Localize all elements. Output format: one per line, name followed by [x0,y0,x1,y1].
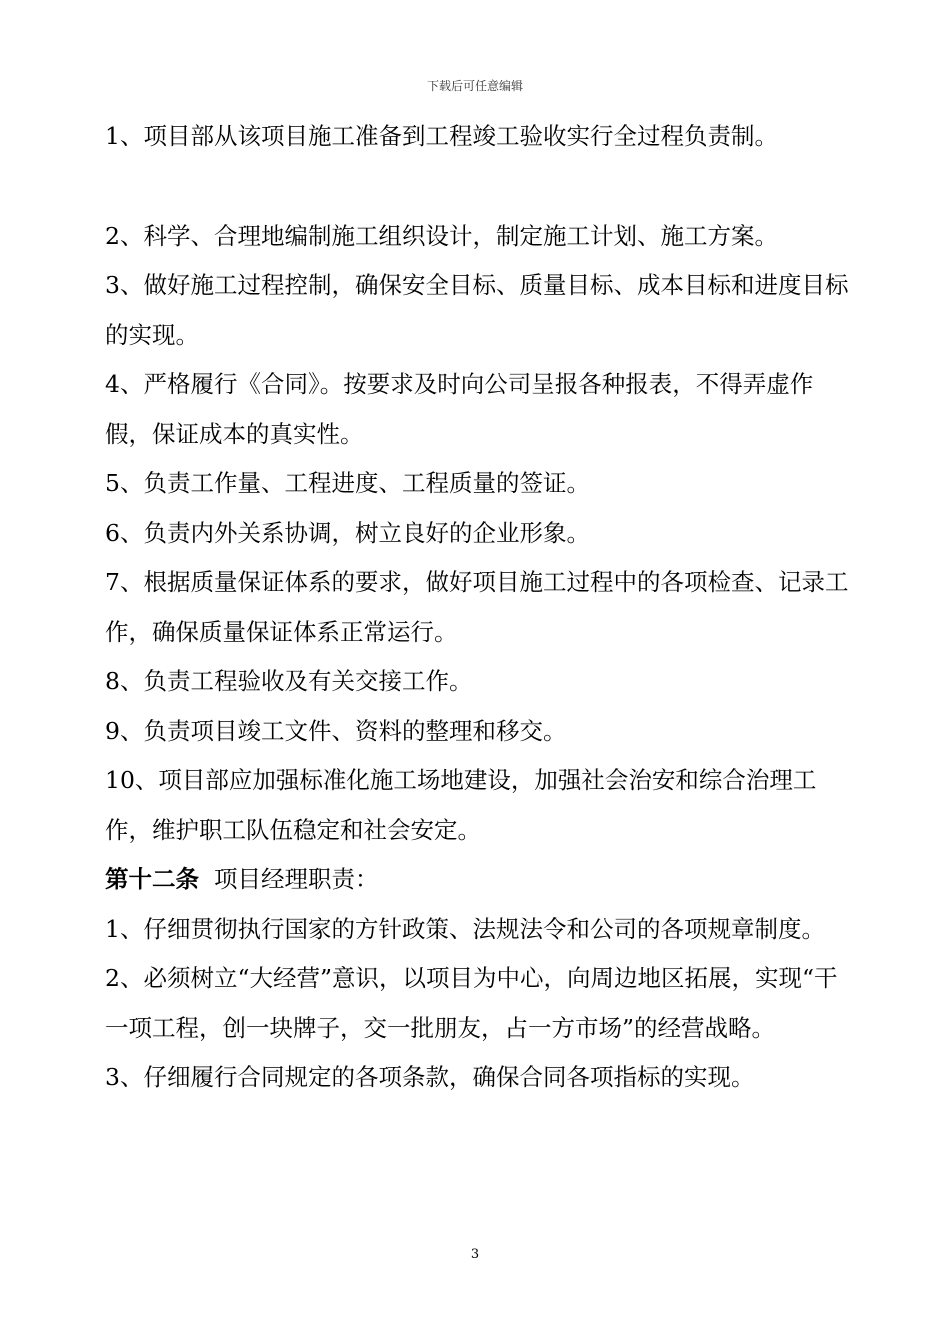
list-item: 3、做好施工过程控制，确保安全目标、质量目标、成本目标和进度目标的实现。 [105,271,849,349]
list-item: 4、严格履行《合同》。按要求及时向公司呈报各种报表，不得弄虚作假，保证成本的真实性。 [105,370,814,448]
list-item: 6、负责内外关系协调，树立良好的企业形象。 [105,518,590,547]
article-number: 第十二条 [105,865,199,893]
page-header: 下载后可任意编辑 [426,79,523,93]
list-item: 9、负责项目竣工文件、资料的整理和移交。 [105,716,567,745]
list-item: 10、项目部应加强标准化施工场地建设，加强社会治安和综合治理工作，维护职工队伍稳定和社会安定。 [105,766,817,844]
list-item: 8、负责工程验收及有关交接工作。 [105,667,473,695]
section-heading [105,855,850,905]
list-item: 1、项目部从该项目施工准备到工程竣工验收实行全过程负责制。 [105,122,778,150]
document-body [105,112,850,1103]
list-item: 1、仔细贯彻执行国家的方针政策、法规法令和公司的各项规章制度。 [105,914,825,943]
list-item: 5、负责工作量、工程进度、工程质量的签证。 [105,469,590,497]
list-item: 7、根据质量保证体系的要求，做好项目施工过程中的各项检查、记录工作，确保质量保证体系正常运行。 [105,568,849,646]
list-item: 2、必须树立“大经营”意识，以项目为中心，向周边地区拓展，实现“干一项工程，创一块牌子，交一批朋友，占一方市场”的经营战略。 [105,964,838,1042]
section-title: 项目经理职责： [213,865,379,893]
list-item: 3、仔细履行合同规定的各项条款，确保合同各项指标的实现。 [105,1063,755,1091]
list-item: 2、科学、合理地编制施工组织设计，制定施工计划、施工方案。 [105,221,778,250]
page-number: 3 [470,1247,480,1262]
